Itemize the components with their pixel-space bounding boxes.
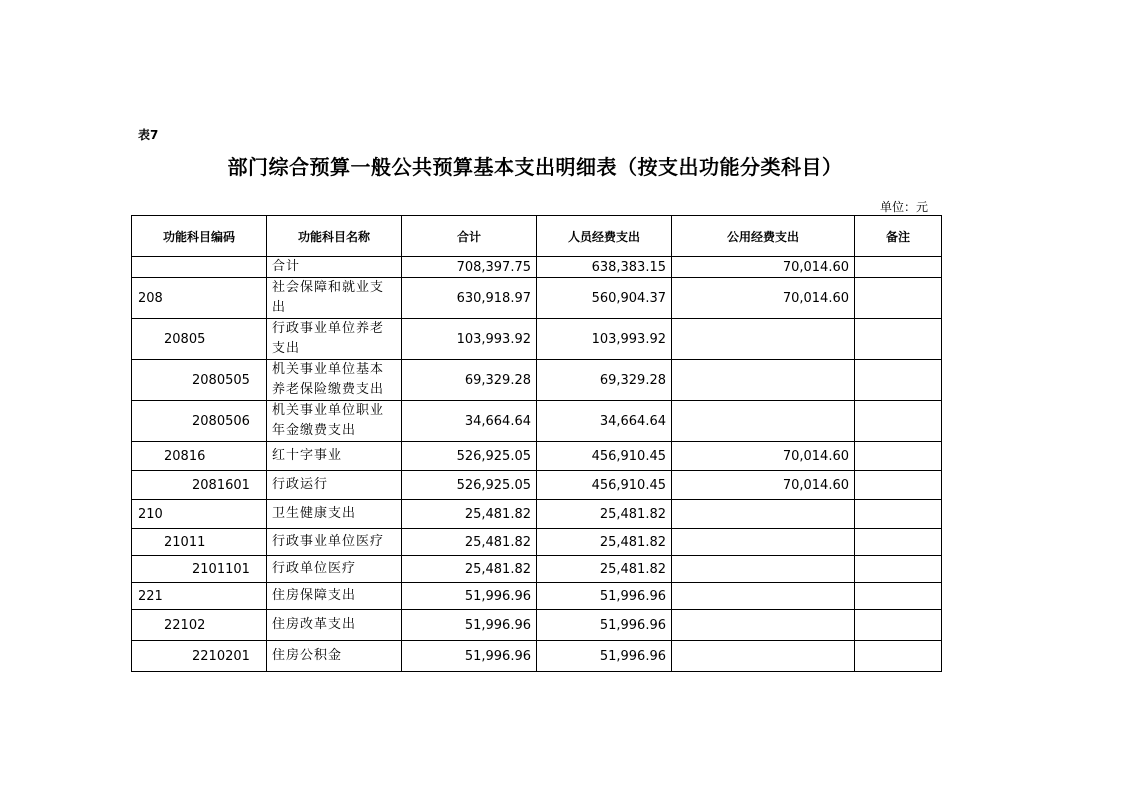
- cell-remark: [855, 319, 942, 360]
- cell-code: 21011: [132, 529, 267, 556]
- cell-public: [672, 500, 855, 529]
- cell-public: [672, 583, 855, 610]
- cell-code: 2080505: [132, 360, 267, 401]
- header-name: 功能科目名称: [267, 216, 402, 257]
- cell-code: [132, 257, 267, 278]
- cell-total: 69,329.28: [402, 360, 537, 401]
- cell-personnel: 560,904.37: [537, 278, 672, 319]
- cell-total: 51,996.96: [402, 641, 537, 672]
- table-row: [132, 500, 942, 529]
- header-public: 公用经费支出: [672, 216, 855, 257]
- cell-personnel: 69,329.28: [537, 360, 672, 401]
- cell-public: [672, 556, 855, 583]
- cell-name: 行政运行: [267, 471, 402, 500]
- cell-remark: [855, 500, 942, 529]
- cell-name: 行政事业单位医疗: [267, 529, 402, 556]
- cell-public: 70,014.60: [672, 257, 855, 278]
- table-row: [132, 360, 942, 401]
- table-header-row: [132, 216, 942, 257]
- cell-code: 221: [132, 583, 267, 610]
- cell-code: 2101101: [132, 556, 267, 583]
- cell-total: 526,925.05: [402, 442, 537, 471]
- cell-personnel: 25,481.82: [537, 500, 672, 529]
- cell-name: 机关事业单位职业年金缴费支出: [267, 401, 402, 442]
- cell-public: [672, 401, 855, 442]
- table-row: [132, 401, 942, 442]
- cell-public: [672, 360, 855, 401]
- cell-name: 社会保障和就业支出: [267, 278, 402, 319]
- table-row: [132, 583, 942, 610]
- cell-public: [672, 319, 855, 360]
- cell-code: 22102: [132, 610, 267, 641]
- cell-remark: [855, 583, 942, 610]
- cell-total: 103,993.92: [402, 319, 537, 360]
- header-code: 功能科目编码: [132, 216, 267, 257]
- header-remark: 备注: [855, 216, 942, 257]
- table-number-label: 表7: [138, 128, 159, 142]
- unit-label: 单位：元: [880, 200, 929, 214]
- table-row: [132, 556, 942, 583]
- cell-name: 合计: [267, 257, 402, 278]
- cell-remark: [855, 442, 942, 471]
- cell-name: 住房保障支出: [267, 583, 402, 610]
- cell-personnel: 51,996.96: [537, 641, 672, 672]
- cell-total: 630,918.97: [402, 278, 537, 319]
- cell-total: 51,996.96: [402, 610, 537, 641]
- cell-personnel: 103,993.92: [537, 319, 672, 360]
- cell-name: 红十字事业: [267, 442, 402, 471]
- cell-public: [672, 610, 855, 641]
- cell-total: 25,481.82: [402, 500, 537, 529]
- cell-name: 住房改革支出: [267, 610, 402, 641]
- cell-personnel: 456,910.45: [537, 471, 672, 500]
- cell-public: [672, 641, 855, 672]
- cell-code: 210: [132, 500, 267, 529]
- table-row: [132, 610, 942, 641]
- cell-personnel: 638,383.15: [537, 257, 672, 278]
- cell-total: 526,925.05: [402, 471, 537, 500]
- header-personnel: 人员经费支出: [537, 216, 672, 257]
- cell-remark: [855, 529, 942, 556]
- table-row: [132, 319, 942, 360]
- cell-name: 行政单位医疗: [267, 556, 402, 583]
- cell-total: 25,481.82: [402, 556, 537, 583]
- cell-remark: [855, 556, 942, 583]
- cell-code: 208: [132, 278, 267, 319]
- cell-remark: [855, 360, 942, 401]
- cell-personnel: 51,996.96: [537, 610, 672, 641]
- cell-remark: [855, 401, 942, 442]
- cell-personnel: 34,664.64: [537, 401, 672, 442]
- cell-personnel: 456,910.45: [537, 442, 672, 471]
- cell-code: 20816: [132, 442, 267, 471]
- cell-public: 70,014.60: [672, 471, 855, 500]
- page-title: 部门综合预算一般公共预算基本支出明细表（按支出功能分类科目）: [227, 155, 843, 179]
- cell-personnel: 25,481.82: [537, 556, 672, 583]
- cell-total: 25,481.82: [402, 529, 537, 556]
- cell-name: 住房公积金: [267, 641, 402, 672]
- cell-public: 70,014.60: [672, 278, 855, 319]
- table-row: [132, 257, 942, 278]
- table-row: [132, 442, 942, 471]
- cell-total: 34,664.64: [402, 401, 537, 442]
- cell-code: 20805: [132, 319, 267, 360]
- cell-code: 2210201: [132, 641, 267, 672]
- cell-remark: [855, 471, 942, 500]
- cell-personnel: 25,481.82: [537, 529, 672, 556]
- cell-remark: [855, 278, 942, 319]
- cell-personnel: 51,996.96: [537, 583, 672, 610]
- header-total: 合计: [402, 216, 537, 257]
- cell-code: 2081601: [132, 471, 267, 500]
- cell-public: [672, 529, 855, 556]
- budget-table: [131, 215, 942, 672]
- cell-remark: [855, 610, 942, 641]
- cell-name: 行政事业单位养老支出: [267, 319, 402, 360]
- table-row: [132, 529, 942, 556]
- table-row: [132, 278, 942, 319]
- table-row: [132, 471, 942, 500]
- cell-total: 51,996.96: [402, 583, 537, 610]
- cell-total: 708,397.75: [402, 257, 537, 278]
- cell-public: 70,014.60: [672, 442, 855, 471]
- cell-remark: [855, 641, 942, 672]
- cell-name: 卫生健康支出: [267, 500, 402, 529]
- cell-remark: [855, 257, 942, 278]
- table-row: [132, 641, 942, 672]
- cell-name: 机关事业单位基本养老保险缴费支出: [267, 360, 402, 401]
- cell-code: 2080506: [132, 401, 267, 442]
